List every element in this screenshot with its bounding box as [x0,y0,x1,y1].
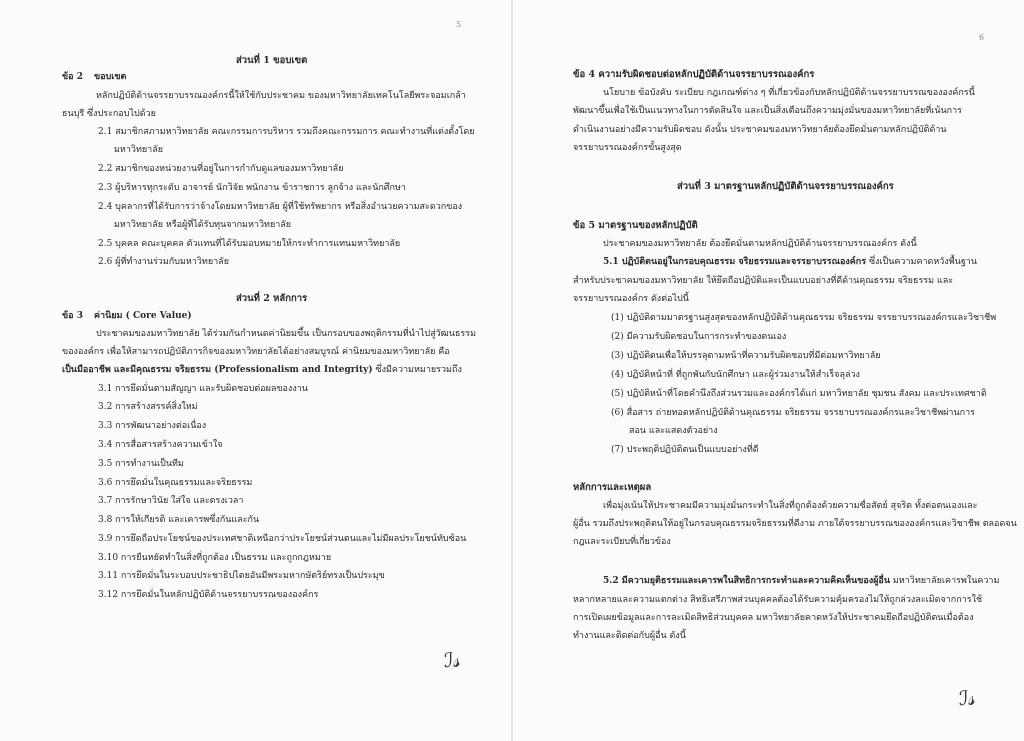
value-item: 3.8 การให้เกียรติ และเคารพซึ่งกันและกัน [98,515,260,525]
article5-intro: ประชาคมของมหาวิทยาลัย ต้องยึดมั่นตามหลักปฏิบัติด้านจรรยาบรรณองค์กร ดังนี้ [603,239,917,249]
value-item: 3.9 การยึดถือประโยชน์ของประเทศชาติเหนือกว่าประโยชน์ส่วนตนและไม่มีผลประโยชน์ทับซ้อน [98,534,467,544]
article3-paragraph-line3 [62,364,462,376]
clause-2-3: 2.3 ผู้บริหารทุกระดับ อาจารย์ นักวิจัย พนักงาน ข้าราชการ ลูกจ้าง และนักศึกษา [98,183,406,193]
article3-paragraph-line1: ประชาคมของมหาวิทยาลัย ได้ร่วมกันกำหนดค่านิยมขึ้น เป็นกรอบของพฤติกรรมที่นำไปสู่วัฒนธรรม [96,329,477,339]
article4-paragraph-line2: พัฒนาขึ้นเพื่อใช้เป็นแนวทางในการตัดสินใจ และเป็นสิ่งเตือนถึงความมุ่งมั่นของมหาวิทยาลัยที่เน้นการ [573,106,962,116]
value-item: 3.1 การยึดมั่นตามสัญญา และรับผิดชอบต่อผลของงาน [98,384,308,394]
section-5-1-line3: จรรยาบรรณองค์กร ดังต่อไปนี้ [573,294,689,304]
standard-item: (3) ปฏิบัติตนเพื่อให้บรรลุตามหน้าที่ความรับผิดชอบที่มีต่อมหาวิทยาลัย [611,351,881,361]
article3-paragraph-line2: ขององค์กร เพื่อให้สามารถปฏิบัติภารกิจของมหาวิทยาลัยได้อย่างสมบูรณ์ ค่านิยมของมหาวิทยาลัย คือ [62,347,450,357]
standard-item: (1) ปฏิบัติตามมาตรฐานสูงสุดของหลักปฏิบัติด้านคุณธรรม จริยธรรม จรรยาบรรณองค์กรและวิชาชีพ [611,313,997,323]
article4-paragraph-line3: ดำเนินงานอย่างมีความรับผิดชอบ ดังนั้น ประชาคมของมหาวิทยาลัยต้องยึดมั่นตามหลักปฏิบัติด้าน [573,125,947,135]
article2-title: ขอบเขต [94,72,127,82]
article4-paragraph-line4: จรรยาบรรณองค์กรขั้นสูงสุด [573,143,682,153]
core-value-bold: เป็นมืออาชีพ และมีคุณธรรม จริยธรรม (Professionalism and Integrity) [62,365,373,375]
section-5-1-title: 5.1 ปฏิบัติตนอยู่ในกรอบคุณธรรม จริยธรรมและจรรยาบรรณองค์กร [603,257,867,267]
value-item: 3.11 การยึดมั่นในระบอบประชาธิปไตยอันมีพระมหากษัตริย์ทรงเป็นประมุข [98,571,385,581]
section-5-2-title: 5.2 มีความยุติธรรมและเคารพในสิทธิการกระทำและความคิดเห็นของผู้อื่น [603,576,890,586]
right-page [513,0,1024,741]
clause-2-1: 2.1 สมาชิกสภามหาวิทยาลัย คณะกรรมการบริหาร รวมถึงคณะกรรมการ คณะทำงานที่แต่งตั้งโดย [98,127,475,137]
page-number: 5 [456,20,462,29]
value-item: 3.6 การยึดมั่นในคุณธรรมและจริยธรรม [98,478,253,488]
standard-item: (4) ปฏิบัติหน้าที่ ที่ถูกพันกับนักศึกษา และผู้ร่วมงานให้สำเร็จลุล่วง [611,370,860,380]
principle-line1: เพื่อมุ่งเน้นให้ประชาคมมีความมุ่งมั่นกระทำในสิ่งที่ถูกต้องด้วยความซื่อสัตย์ สุจริต ทั้งต่อตนเองและ [603,501,978,511]
article3-title: ค่านิยม ( Core Value) [94,311,192,321]
clause-2-1-cont: มหาวิทยาลัย [114,145,164,155]
article4-heading: ข้อ 4 ความรับผิดชอบต่อหลักปฏิบัติด้านจรรยาบรรณองค์กร [573,69,815,80]
section-5-2-line2: หลากหลายและความแตกต่าง สิทธิเสรีภาพส่วนบุคคลต้องได้รับความคุ้มครองไม่ให้ถูกล่วงละเมิดจากการใช้ [573,595,983,605]
article2-number: ข้อ 2 [62,72,83,82]
part1-heading: ส่วนที่ 1 ขอบเขต [236,55,308,66]
clause-2-4: 2.4 บุคลากรที่ได้รับการว่าจ้างโดยมหาวิทยาลัย ผู้ที่ใช้ทรัพยากร หรือสิ่งอำนวยความสะดวกของ [98,202,463,212]
section-5-2-line3: การเปิดเผยข้อมูลและการละเมิดสิทธิส่วนบุคคล มหาวิทยาลัยคาดหวังให้ประชาคมยึดถือปฏิบัติตนเมื่อต้อง [573,613,974,623]
clause-2-4-cont: มหาวิทยาลัย หรือผู้ที่ได้รับทุนจากมหาวิทยาลัย [114,220,292,230]
clause-2-2: 2.2 สมาชิกของหน่วยงานที่อยู่ในการกำกับดูแลของมหาวิทยาลัย [98,164,344,174]
value-item: 3.12 การยึดมั่นในหลักปฏิบัติด้านจรรยาบรรณขององค์กร [98,590,319,600]
value-item: 3.2 การสร้างสรรค์สิ่งใหม่ [98,402,198,412]
standard-item: (7) ประพฤติปฏิบัติตนเป็นแบบอย่างที่ดี [611,445,759,455]
clause-2-6: 2.6 ผู้ที่ทำงานร่วมกับมหาวิทยาลัย [98,257,229,267]
clause-2-5: 2.5 บุคคล คณะบุคคล ตัวแทนที่ได้รับมอบหมายให้กระทำการแทนมหาวิทยาลัย [98,239,401,249]
value-item: 3.4 การสื่อสารสร้างความเข้าใจ [98,440,223,450]
standard-item: (6) สื่อสาร ถ่ายทอดหลักปฏิบัติด้านคุณธรรม จริยธรรม จรรยาบรรณองค์กรและวิชาชีพผ่านการ [611,408,975,418]
article4-paragraph-line1: นโยบาย ข้อบังคับ ระเบียบ กฎเกณฑ์ต่าง ๆ ที่เกี่ยวข้องกับหลักปฏิบัติด้านจรรยาบรรณขององค์กรนี้ [603,88,975,98]
section-5-2-line1 [603,575,999,587]
signature-mark: ℐ𝓈 [959,686,976,710]
principle-line3: กฎและระเบียบที่เกี่ยวข้อง [573,537,671,547]
section-5-2-line4: ทำงานและติดต่อกับผู้อื่น ดังนี้ [573,631,686,641]
standard-item-cont: สอน และแสดงตัวอย่าง [629,426,718,436]
article3-number: ข้อ 3 [62,311,83,321]
article2-paragraph-line1: หลักปฏิบัติด้านจรรยาบรรณองค์กรนี้ให้ใช้กับประชาคม ของมหาวิทยาลัยเทคโนโลยีพระจอมเกล้า [96,91,466,101]
section-5-1-line2: สำหรับประชาคมของมหาวิทยาลัย ให้ยึดถือปฏิบัติและเป็นแบบอย่างที่ดีด้านคุณธรรม จริยธรรม และ [573,276,954,286]
value-item: 3.10 การยืนหยัดทำในสิ่งที่ถูกต้อง เป็นธรรม และถูกกฎหมาย [98,553,332,563]
left-page [0,0,511,741]
principle-heading: หลักการและเหตุผล [573,482,652,493]
standard-item: (5) ปฏิบัติหน้าที่โดยคำนึงถึงส่วนรวมและองค์กรได้แก่ มหาวิทยาลัย ชุมชน สังคม และประเทศชาติ [611,389,987,399]
core-value-rest: ซึ่งมีความหมายรวมถึง [375,365,462,375]
section-5-2-rest: มหาวิทยาลัยเคารพในความ [892,576,1000,586]
value-item: 3.5 การทำงานเป็นทีม [98,459,184,469]
principle-line2: ผู้อื่น รวมถึงประพฤติตนให้อยู่ในกรอบคุณธรรมจริยธรรมที่ดีงาม ภายใต้จรรยาบรรณขององค์กรและวิชาชีพ ตลอดจน [573,519,1017,529]
article2-paragraph-line2: ธนบุรี ซึ่งประกอบไปด้วย [62,109,156,119]
section-5-1-rest: ซึ่งเป็นความคาดหวังพื้นฐาน [868,257,977,267]
part3-heading: ส่วนที่ 3 มาตรฐานหลักปฏิบัติด้านจรรยาบรรณองค์กร [677,181,894,192]
part2-heading: ส่วนที่ 2 หลักการ [236,293,308,304]
page-number: 6 [979,33,985,42]
value-item: 3.7 การรักษาวินัย ใส่ใจ และตรงเวลา [98,496,244,506]
section-5-1-line1 [603,256,977,268]
signature-mark: ℐ𝓈 [444,648,461,672]
standard-item: (2) มีความรับผิดชอบในการกระทำของตนเอง [611,332,787,342]
value-item: 3.3 การพัฒนาอย่างต่อเนื่อง [98,421,207,431]
article5-heading: ข้อ 5 มาตรฐานของหลักปฏิบัติ [573,220,698,231]
